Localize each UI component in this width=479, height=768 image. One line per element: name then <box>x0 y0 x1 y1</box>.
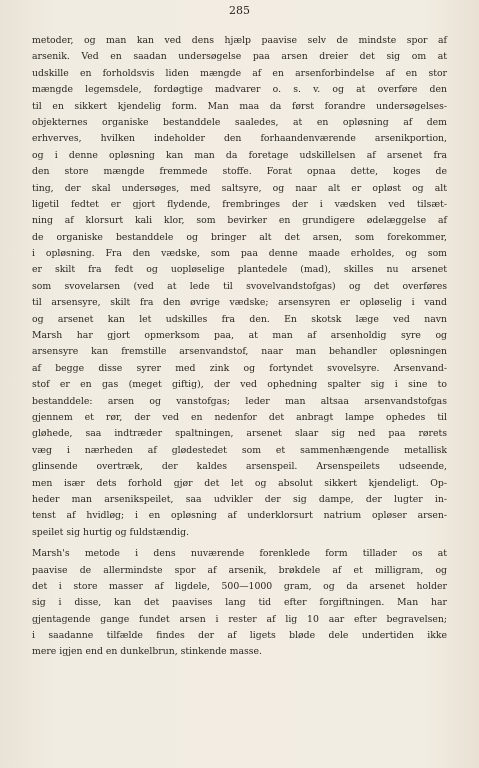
text-line: objekternes organiske bestanddele saaledes, at en opløsning af dem <box>32 116 447 128</box>
text-line: gløhede, saa indtræder spaltningen, arsenet slaar sig ned paa rørets <box>32 428 447 440</box>
text-line: som svovelarsen (ved at lede til svovelvandstofgas) og det overføres <box>32 280 447 292</box>
text-line: gjentagende gange fundet arsen i rester af lig 10 aar efter begravelsen; <box>32 613 447 625</box>
text-line: Marsh har gjort opmerksom paa, at man af arsenholdig syre og <box>32 330 447 342</box>
text-line: Marsh's metode i dens nuværende forenklede form tillader os at <box>32 548 447 560</box>
text-line: er skilt fra fedt og uopløselige plantedele (mad), skilles nu arsenet <box>32 264 447 276</box>
text-line: gjennem et rør, der ved en nedenfor det anbragt lampe ophedes til <box>32 411 447 423</box>
text-line: og arsenet kan let udskilles fra den. En skotsk læge ved navn <box>32 313 447 325</box>
text-line: mere igjen end en dunkelbrun, stinkende masse. <box>32 646 262 658</box>
text-line: bestanddele: arsen og vanstofgas; leder man altsaa arsenvandstofgas <box>32 395 447 407</box>
text-line: ting, der skal undersøges, med saltsyre, og naar alt er opløst og alt <box>32 182 447 194</box>
text-line: men især dets forhold gjør det let og absolut sikkert kjendeligt. Op- <box>32 477 447 489</box>
text-line: arsenik. Ved en saadan undersøgelse paa arsen dreier det sig om at <box>32 51 447 63</box>
text-line: ning af klorsurt kali klor, som bevirker en grundigere ødelæggelse af <box>32 215 447 227</box>
text-line: i saadanne tilfælde findes der af ligets bløde dele undertiden ikke <box>32 630 447 642</box>
paragraph <box>32 33 447 541</box>
text-line: mængde legemsdele, fordøgtige madvarer o. s. v. og at overføre den <box>32 84 447 96</box>
text-line: til arsensyre, skilt fra den øvrige vædske; arsensyren er opløselig i vand <box>32 297 447 309</box>
text-line: den store mængde fremmede stoffe. Forat opnaa dette, koges de <box>32 166 447 178</box>
text-line: til en sikkert kjendelig form. Man maa da først forandre undersøgelses- <box>32 100 447 112</box>
text-line: speilet sig hurtig og fuldstændig. <box>32 526 189 538</box>
text-line: erhverves, hvilken indeholder den forhaandenværende arsenikportion, <box>32 133 447 145</box>
text-line: ligetil fedtet er gjort flydende, frembringes der i vædsken ved tilsæt- <box>32 198 447 210</box>
text-line: stof er en gas (meget giftig), der ved ophedning spalter sig i sine to <box>32 379 447 391</box>
page-number: 285 <box>229 4 250 17</box>
text-line: metoder, og man kan ved dens hjælp paavise selv de mindste spor af <box>32 35 447 46</box>
text-line: tenst af hvidløg; i en opløsning af underklorsurt natrium opløser arsen- <box>32 510 447 522</box>
text-line: paavise de allermindste spor af arsenik, brøkdele af et milligram, og <box>32 564 447 576</box>
text-line: de organiske bestanddele og bringer alt det arsen, som forekommer, <box>32 231 447 243</box>
text-line: glinsende overtræk, der kaldes arsenspeil. Arsenspeilets udseende, <box>32 461 447 473</box>
text-line: af begge disse syrer med zink og fortyndet svovelsyre. Arsenvand- <box>32 362 447 374</box>
paragraph <box>32 546 447 661</box>
text-line: sig i disse, kan det paavises lang tid efter forgiftningen. Man har <box>32 597 447 609</box>
text-line: i opløsning. Fra den vædske, som paa denne maade erholdes, og som <box>32 248 447 260</box>
text-line: arsensyre kan fremstille arsenvandstof, naar man behandler opløsningen <box>32 346 447 358</box>
body-text <box>32 33 447 661</box>
text-line: væg i nærheden af glødestedet som et sammenhængende metallisk <box>32 444 447 456</box>
text-line: og i denne opløsning kan man da foretage udskillelsen af arsenet fra <box>32 149 447 161</box>
text-line: udskille en forholdsvis liden mængde af en arsenforbindelse af en stor <box>32 67 447 79</box>
text-line: det i store masser af ligdele, 500—1000 gram, og da arsenet holder <box>32 580 447 592</box>
text-line: heder man arsenikspeilet, saa udvikler der sig dampe, der lugter in- <box>32 493 447 505</box>
